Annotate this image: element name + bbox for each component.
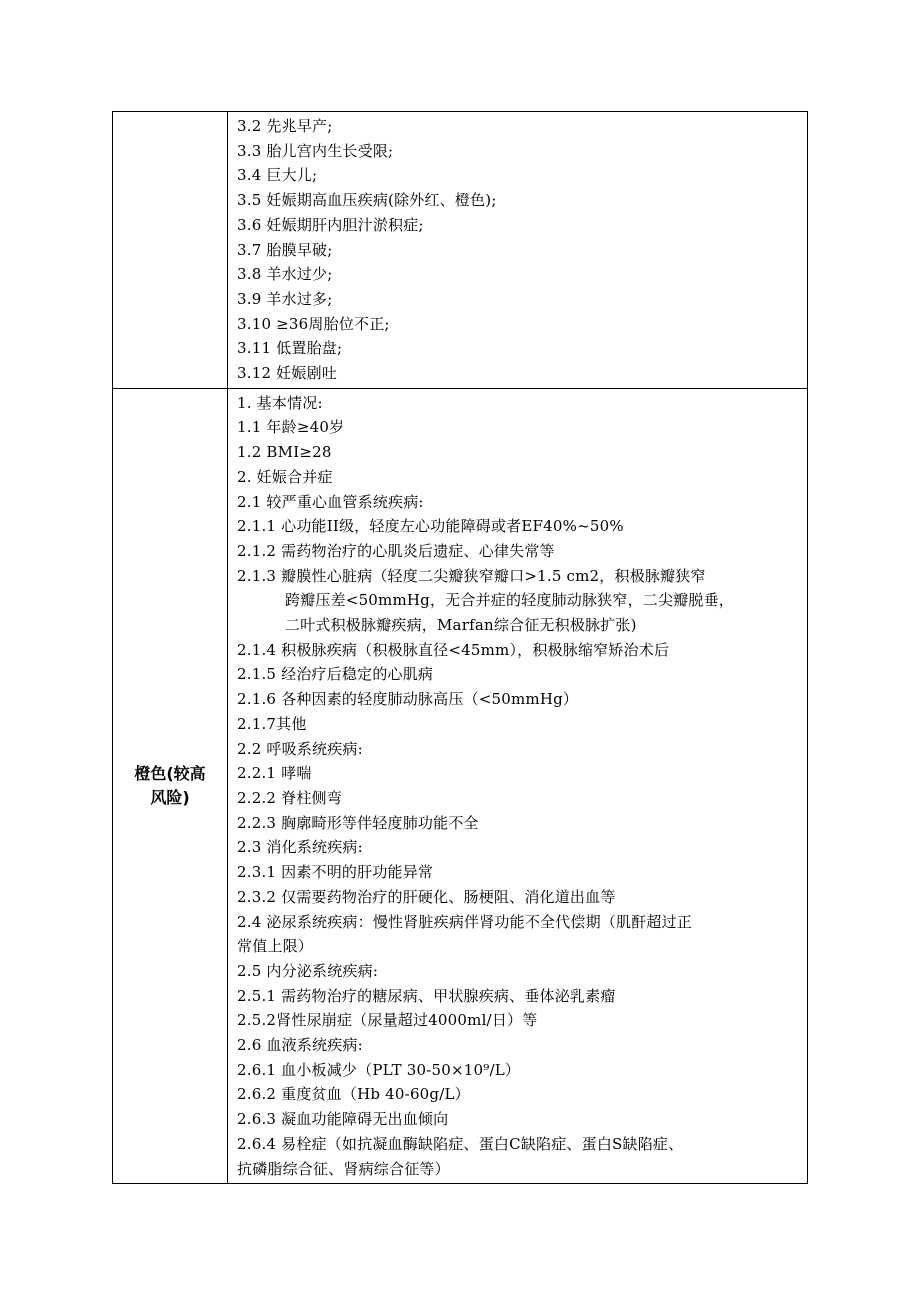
- list-item: 2.1.5 经治疗后稳定的心肌病: [237, 665, 434, 684]
- content-cell: [228, 388, 808, 1184]
- list-item: 3.12 妊娠剧吐: [237, 364, 337, 383]
- list-item: 3.7 胎膜早破;: [237, 240, 333, 259]
- list-item: 2.6.1 血小板减少（PLT 30-50×10⁹/L）: [237, 1060, 521, 1079]
- list-item: 2.1 较严重心血管系统疾病:: [237, 492, 424, 511]
- list-item: 2.6.3 凝血功能障碍无出血倾向: [237, 1110, 449, 1129]
- list-item: 3.9 羊水过多;: [237, 289, 333, 308]
- list-item: 2.2.2 脊柱侧弯: [237, 788, 342, 807]
- list-item: 1.1 年龄≥40岁: [237, 418, 345, 437]
- list-item: 3.4 巨大儿;: [237, 166, 318, 185]
- table-row: [113, 112, 808, 389]
- list-item: 2.2.1 哮喘: [237, 764, 312, 783]
- list-item: 2.5.1 需药物治疗的糖尿病、甲状腺疾病、垂体泌乳素瘤: [237, 986, 616, 1005]
- list-item: 3.8 羊水过少;: [237, 265, 333, 284]
- list-item: 2.1.3 瓣膜性心脏病（轻度二尖瓣狭窄瓣口>1.5 cm2，积极脉瓣狭窄: [237, 566, 706, 585]
- list-item: 2.1.2 需药物治疗的心肌炎后遗症、心律失常等: [237, 541, 555, 560]
- list-item: 3.2 先兆早产;: [237, 117, 333, 135]
- list-item-continuation: 常值上限）: [237, 937, 314, 956]
- list-item: 3.10 ≥36周胎位不正;: [237, 314, 390, 333]
- list-item: 2.5.2肾性尿崩症（尿量超过4000ml/日）等: [237, 1011, 538, 1030]
- risk-level-label: [113, 388, 228, 1184]
- list-item-continuation: 二叶式积极脉瓣疾病，Marfan综合征无积极脉扩张): [285, 616, 637, 635]
- list-item: 2.1.7其他: [237, 714, 307, 733]
- label-cell-empty: [113, 112, 228, 389]
- list-item: 3.3 胎儿宫内生长受限;: [237, 141, 394, 160]
- risk-level-label-line1: 橙色(较高: [134, 763, 206, 783]
- list-item: 2.5 内分泌系统疾病:: [237, 961, 379, 980]
- list-item: 3.11 低置胎盘;: [237, 339, 343, 358]
- list-item: 2.2 呼吸系统疾病:: [237, 739, 363, 758]
- list-item: 1.2 BMI≥28: [237, 443, 332, 462]
- list-item: 3.5 妊娠期高血压疾病(除外红、橙色);: [237, 191, 497, 210]
- list-item: 2. 妊娠合并症: [237, 467, 333, 486]
- list-item: 2.2.3 胸廓畸形等伴轻度肺功能不全: [237, 813, 479, 832]
- risk-level-label-line2: 风险): [150, 787, 190, 807]
- table-row: [113, 388, 808, 1184]
- list-item: 2.6.4 易栓症（如抗凝血酶缺陷症、蛋白C缺陷症、蛋白S缺陷症、: [237, 1134, 684, 1153]
- list-item: 2.6.2 重度贫血（Hb 40-60g/L）: [237, 1085, 470, 1104]
- list-item: 2.3.2 仅需要药物治疗的肝硬化、肠梗阻、消化道出血等: [237, 887, 616, 906]
- list-item: 2.6 血液系统疾病:: [237, 1036, 363, 1055]
- list-item: 2.1.6 各种因素的轻度肺动脉高压（<50mmHg）: [237, 690, 579, 709]
- list-item: 2.1.4 积极脉疾病（积极脉直径<45mm），积极脉缩窄矫治术后: [237, 640, 670, 659]
- list-item-continuation: 抗磷脂综合征、肾病综合征等）: [237, 1159, 450, 1178]
- list-item: 2.4 泌尿系统疾病：慢性肾脏疾病伴肾功能不全代偿期（肌酐超过正: [237, 912, 693, 931]
- list-item: 1. 基本情况:: [237, 393, 323, 412]
- list-item: 3.6 妊娠期肝内胆汁淤积症;: [237, 215, 424, 234]
- content-cell: [228, 112, 808, 389]
- list-item-continuation: 跨瓣压差<50mmHg，无合并症的轻度肺动脉狭窄，二尖瓣脱垂，: [285, 591, 734, 610]
- risk-table: [112, 111, 808, 1184]
- list-item: 2.1.1 心功能II级，轻度左心功能障碍或者EF40%~50%: [237, 517, 624, 536]
- list-item: 2.3.1 因素不明的肝功能异常: [237, 863, 434, 882]
- list-item: 2.3 消化系统疾病:: [237, 838, 363, 857]
